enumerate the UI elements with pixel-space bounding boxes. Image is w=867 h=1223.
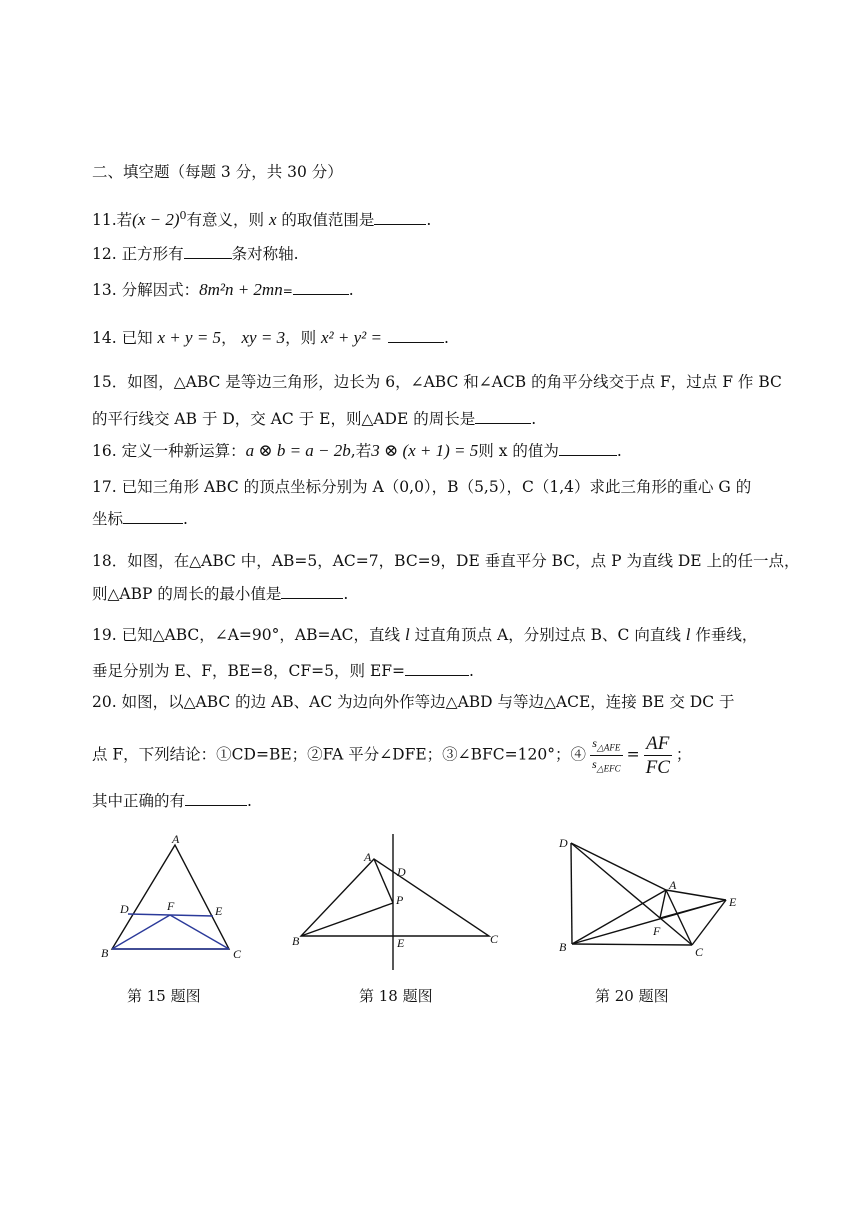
fig20-label-d: D — [559, 836, 568, 850]
question-17-line-2 — [92, 509, 188, 529]
q16-definition: a ⊗ b = a − 2b — [245, 441, 351, 460]
q19-end: . — [469, 662, 474, 680]
fig20-label-b: B — [559, 940, 567, 954]
q20-conclusions: 点 F，下列结论：①CD=BE；②FA 平分∠DFE；③∠BFC=120°；④ — [92, 745, 586, 764]
q14-answer-blank[interactable] — [388, 328, 444, 343]
section-title: 二、填空题（每题 3 分，共 30 分） — [92, 163, 343, 181]
q17-end: . — [183, 510, 188, 528]
q13-answer-blank[interactable] — [293, 280, 349, 295]
q14-prefix: 14. 已知 — [92, 329, 158, 347]
q20-s1-sub: △AFE — [596, 742, 621, 752]
q16-suffix: 则 x 的值为 — [478, 442, 559, 460]
question-17-line-1: 17. 已知三角形 ABC 的顶点坐标分别为 A（0,0），B（5,5），C（1,4）求此三角形的重心 G 的 — [92, 478, 752, 496]
figure-20 — [552, 830, 752, 970]
q16-condition: 3 ⊗ (x + 1) = 5 — [371, 441, 479, 460]
q12-prefix: 12. 正方形有 — [92, 245, 184, 263]
fig15-label-a: A — [172, 832, 180, 846]
q11-prefix: 11.若 — [92, 211, 133, 230]
q15-text: 的平行线交 AB 于 D，交 AC 于 E，则△ADE 的周长是 — [92, 410, 476, 428]
q20-equals: = — [626, 745, 640, 764]
q13-expression: 8m²n + 2mn — [199, 280, 283, 299]
q20-af: AF — [644, 732, 672, 756]
q15-end: . — [531, 410, 537, 428]
fig20-label-e: E — [729, 895, 737, 909]
figure-15 — [96, 832, 256, 967]
q19-line-l-1: l — [404, 625, 410, 644]
q14-equation-1: x + y = 5 — [157, 328, 222, 347]
q14-middle: ，则 — [285, 329, 321, 347]
q16-middle: ,若 — [350, 442, 372, 460]
figure-15-caption: 第 15 题图 — [127, 987, 201, 1005]
figure-18 — [286, 834, 506, 974]
q19-text-b: 过直角顶点 A，分别过点 B、C 向直线 — [409, 626, 686, 644]
q11-answer-blank[interactable] — [374, 210, 426, 225]
question-12 — [92, 244, 299, 264]
q18-text: 则△ABP 的周长的最小值是 — [92, 585, 282, 603]
q11-variable: x — [268, 210, 277, 230]
fig18-label-c: C — [490, 932, 499, 946]
q13-end: . — [348, 281, 354, 299]
q11-middle: 有意义，则 — [186, 211, 269, 230]
q12-suffix: 条对称轴. — [231, 245, 299, 263]
figure-18-caption: 第 18 题图 — [359, 987, 433, 1005]
q20-answer-blank[interactable] — [185, 791, 247, 806]
q19-line-l-2: l — [685, 625, 691, 644]
question-13 — [92, 280, 354, 301]
q20-semicolon: ； — [675, 745, 692, 764]
q13-equals: = — [282, 284, 293, 298]
figure-20-caption: 第 20 题图 — [595, 987, 669, 1005]
fig15-label-d: D — [120, 902, 129, 916]
q19-answer-blank[interactable] — [405, 661, 469, 676]
fig15-label-f: F — [167, 899, 175, 913]
q20-s1: s — [592, 735, 597, 750]
question-11 — [92, 206, 431, 230]
fig15-label-c: C — [233, 947, 242, 961]
q14-separator: ， — [221, 329, 242, 347]
q16-prefix: 16. 定义一种新运算： — [92, 442, 246, 460]
q14-end: . — [443, 329, 449, 347]
question-18-line-1: 18．如图，在△ABC 中，AB=5，AC=7，BC=9，DE 垂直平分 BC，点 P 为直线 DE 上的任一点， — [92, 552, 800, 570]
q20-s2: s — [592, 757, 597, 771]
q14-equation-2: xy = 3 — [241, 328, 286, 347]
question-18-line-2 — [92, 584, 348, 604]
q13-prefix: 13. 分解因式： — [92, 281, 200, 299]
q16-answer-blank[interactable] — [559, 441, 617, 456]
fig18-label-e: E — [397, 936, 405, 950]
fig18-label-b: B — [292, 934, 300, 948]
question-20-line-3 — [92, 791, 252, 811]
q20-area-ratio — [590, 735, 623, 777]
question-16 — [92, 441, 622, 461]
question-15-line-1: 15．如图，△ABC 是等边三角形，边长为 6，∠ABC 和∠ACB 的角平分线交于点 F，过点 F 作 BC — [92, 373, 782, 391]
fig18-label-d: D — [397, 865, 406, 879]
q11-expression: (x − 2) — [132, 210, 180, 230]
q17-answer-blank[interactable] — [123, 509, 183, 524]
q19-text-c: 作垂线， — [690, 626, 758, 644]
fig20-label-f: F — [653, 924, 661, 938]
q20-s2-sub: △EFC — [596, 763, 621, 774]
fig15-label-b: B — [101, 946, 109, 960]
fig15-label-e: E — [215, 904, 223, 918]
fig20-label-a: A — [669, 878, 677, 892]
q18-end: . — [343, 585, 349, 603]
q11-suffix: 的取值范围是 — [276, 211, 375, 230]
q15-answer-blank[interactable] — [475, 409, 531, 424]
q18-answer-blank[interactable] — [281, 584, 343, 599]
question-14 — [92, 328, 449, 348]
q11-exponent: 0 — [179, 209, 187, 222]
q20-fc: FC — [645, 757, 670, 778]
q19-text: 垂足分别为 E、F，BE=8，CF=5，则 EF= — [92, 662, 405, 680]
question-15-line-2 — [92, 409, 536, 429]
q11-end: . — [426, 211, 432, 230]
question-20-line-1: 20. 如图，以△ABC 的边 AB、AC 为边向外作等边△ABD 与等边△ACE，连接 BE 交 DC 于 — [92, 693, 735, 711]
q17-text: 坐标 — [92, 510, 124, 528]
q20-text: 其中正确的有 — [92, 792, 186, 810]
question-19-line-2 — [92, 661, 474, 681]
question-19-line-1 — [92, 625, 757, 645]
fig18-label-p: P — [396, 893, 404, 907]
q12-answer-blank[interactable] — [184, 244, 232, 259]
q20-segment-ratio — [644, 732, 672, 779]
question-20-line-2 — [92, 732, 691, 779]
fig20-label-c: C — [695, 945, 704, 959]
q19-text-a: 19. 已知△ABC，∠A=90°，AB=AC，直线 — [92, 626, 405, 644]
q16-end: . — [616, 442, 622, 460]
q20-end: . — [247, 792, 252, 810]
fig18-label-a: A — [364, 850, 372, 864]
q14-equation-3: x² + y² = — [321, 328, 382, 347]
